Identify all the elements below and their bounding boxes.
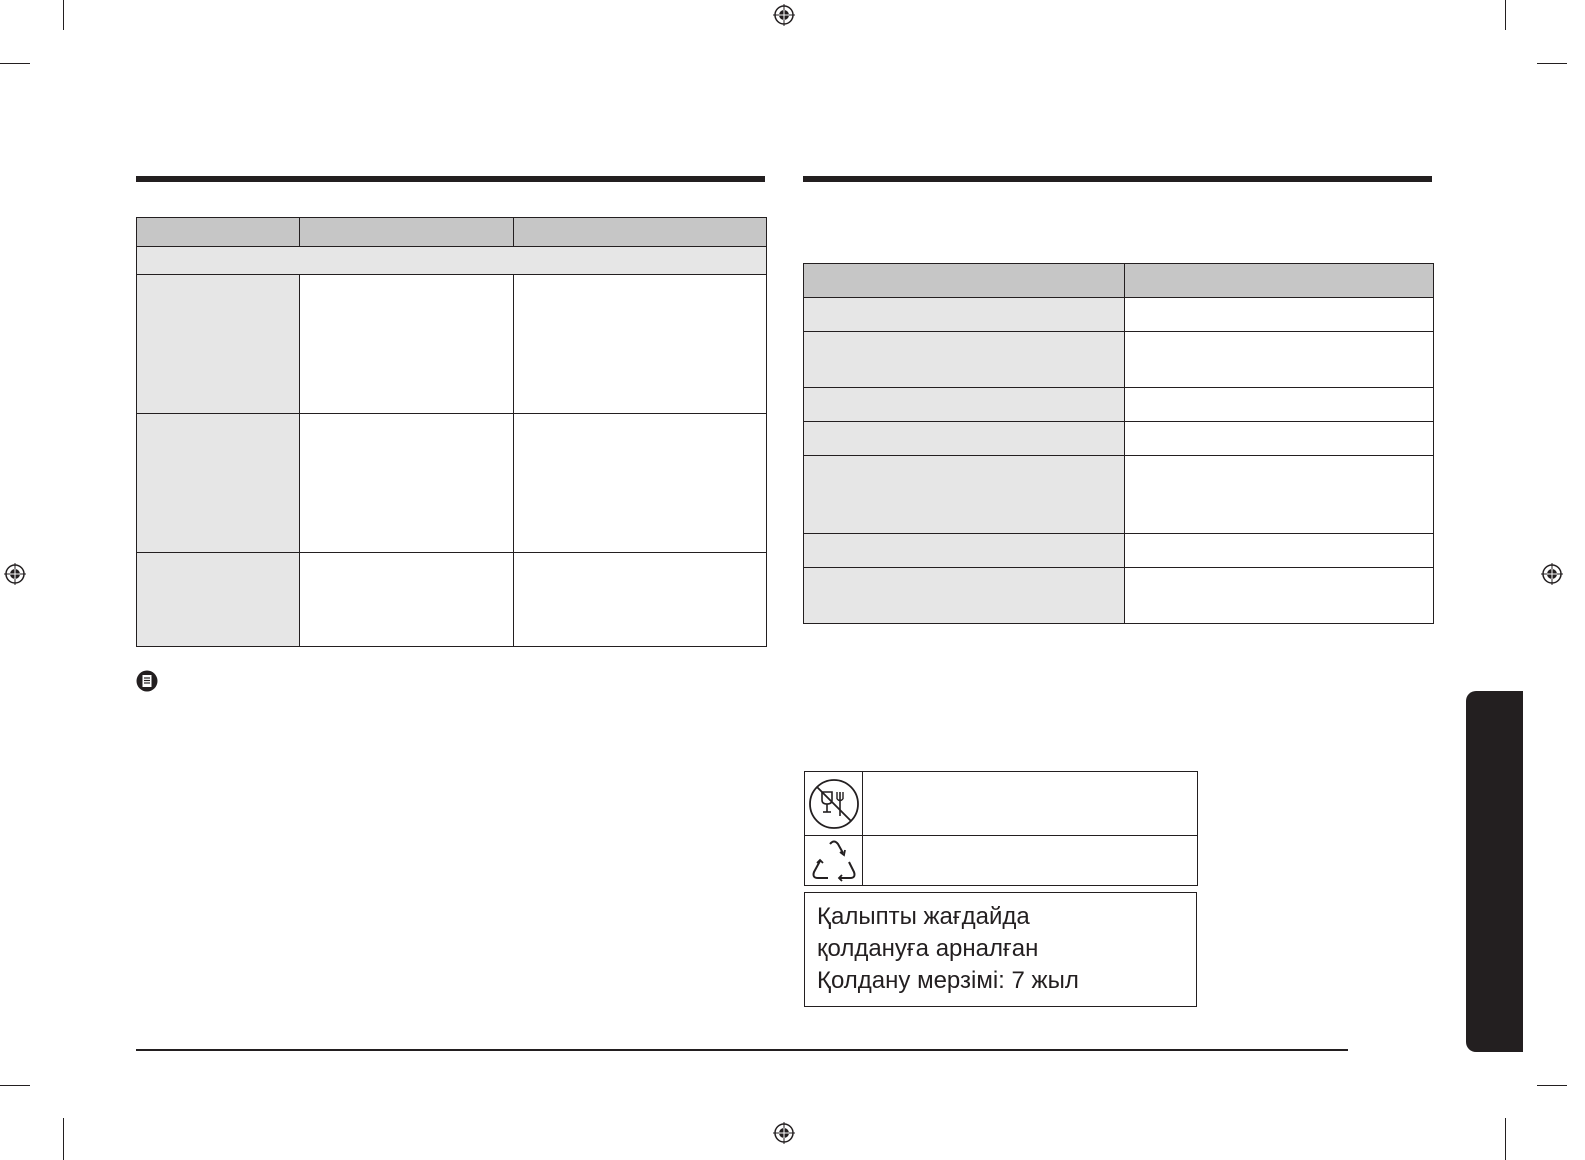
table-header-cell (804, 264, 1125, 298)
table-cell (1125, 332, 1434, 388)
table-row (804, 534, 1434, 568)
table-row (804, 388, 1434, 422)
section-rule-right (803, 176, 1432, 182)
table-section-row (137, 247, 767, 275)
table-cell (804, 388, 1125, 422)
crop-mark (63, 0, 64, 30)
table-cell (1125, 456, 1434, 534)
table-row (137, 275, 767, 414)
symbol-description-cell (863, 836, 1198, 886)
registration-target-icon (773, 4, 795, 26)
table-cell (300, 414, 514, 553)
table-row (804, 298, 1434, 332)
table-row (804, 568, 1434, 624)
table-header-cell (1125, 264, 1434, 298)
table-cell (137, 553, 300, 647)
table-row (137, 414, 767, 553)
table-cell (1125, 568, 1434, 624)
table-cell (300, 553, 514, 647)
table-header-row (804, 264, 1434, 298)
crop-mark (63, 1118, 64, 1160)
crop-mark (1505, 1118, 1506, 1160)
registration-target-icon (773, 1122, 795, 1144)
registration-target-icon (1541, 563, 1563, 585)
registration-target-icon (4, 563, 26, 585)
table-cell (1125, 388, 1434, 422)
right-table (803, 263, 1434, 624)
note-icon (136, 670, 158, 692)
table-cell (1125, 298, 1434, 332)
section-rule-left (136, 176, 765, 182)
not-for-food-icon (808, 778, 860, 830)
recycle-triangle-icon (809, 838, 859, 884)
crop-mark (1537, 63, 1567, 64)
table-row (804, 332, 1434, 388)
left-table (136, 217, 767, 647)
table-cell (514, 553, 767, 647)
table-cell (804, 456, 1125, 534)
table-cell (137, 414, 300, 553)
table-cell (300, 275, 514, 414)
symbol-cell (805, 772, 863, 836)
table-row (804, 422, 1434, 456)
table-cell (1125, 534, 1434, 568)
table-cell (804, 534, 1125, 568)
table-cell (804, 298, 1125, 332)
symbol-row (805, 836, 1198, 886)
table-header-row (137, 218, 767, 247)
table-section-cell (137, 247, 767, 275)
crop-mark (1537, 1085, 1567, 1086)
label-line: Қалыпты жағдайда (817, 903, 1030, 930)
crop-mark (0, 1085, 30, 1086)
symbols-table (804, 771, 1198, 886)
table-header-cell (514, 218, 767, 247)
crop-mark (0, 63, 30, 64)
table-cell (1125, 422, 1434, 456)
service-life-label (804, 892, 1197, 1007)
footer-rule (136, 1049, 1348, 1051)
table-row (804, 456, 1434, 534)
table-header-cell (300, 218, 514, 247)
table-cell (137, 275, 300, 414)
label-line: қолдануға арналған (817, 935, 1039, 962)
table-header-cell (137, 218, 300, 247)
symbol-cell (805, 836, 863, 886)
table-cell (514, 414, 767, 553)
side-section-tab (1466, 691, 1523, 1052)
table-cell (804, 332, 1125, 388)
table-cell (804, 568, 1125, 624)
symbol-description-cell (863, 772, 1198, 836)
symbol-row (805, 772, 1198, 836)
table-cell (514, 275, 767, 414)
table-cell (804, 422, 1125, 456)
crop-mark (1505, 0, 1506, 30)
label-line: Қолдану мерзімі: 7 жыл (817, 967, 1079, 994)
table-row (137, 553, 767, 647)
